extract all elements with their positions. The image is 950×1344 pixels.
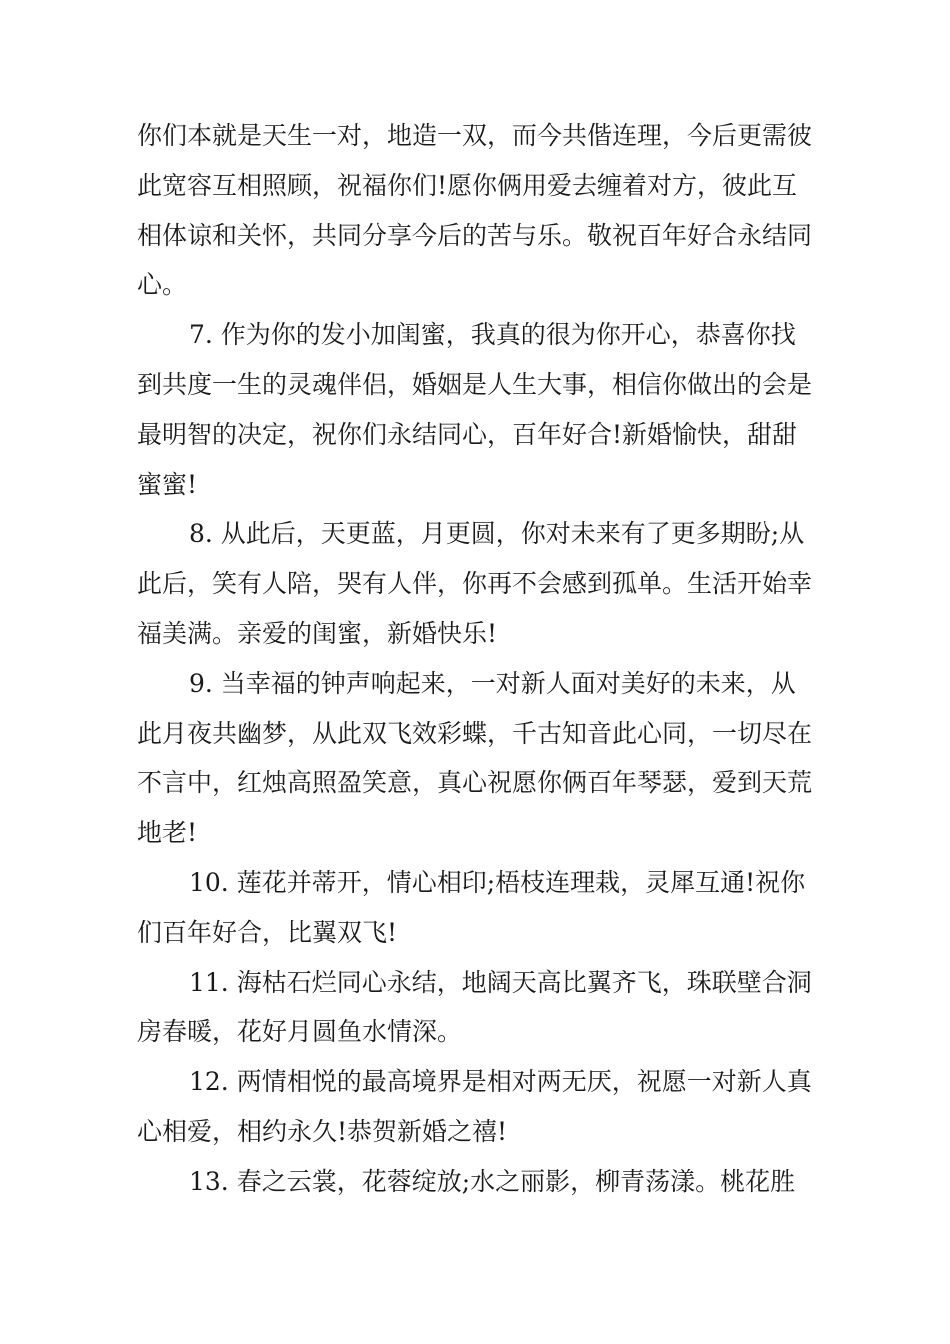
text-line: 此后，笑有人陪，哭有人伴，你再不会感到孤单。生活开始幸: [137, 569, 813, 599]
text-line: 心相爱，相约永久!恭贺新婚之禧!: [137, 1116, 508, 1146]
text-line: 你们本就是天生一对，地造一双，而今共偕连理，今后更需彼: [137, 121, 813, 150]
item-9-first-line: 9. 当幸福的钟声响起来，一对新人面对美好的未来，从: [189, 668, 796, 698]
text-line: 此月夜共幽梦，从此双飞效彩蝶，千古知音此心同，一切尽在: [137, 718, 813, 748]
text-line: 福美满。亲爱的闺蜜，新婚快乐!: [137, 618, 498, 648]
text-line: 到共度一生的灵魂伴侣，婚姻是人生大事，相信你做出的会是: [137, 369, 813, 399]
item-11-first-line: 11. 海枯石烂同心永结，地阔天高比翼齐飞，珠联壁合洞: [189, 967, 812, 997]
item-8-first-line: 8. 从此后，天更蓝，月更圆，你对未来有了更多期盼;从: [189, 519, 805, 549]
text-line: 们百年好合，比翼双飞!: [137, 917, 398, 947]
text-line: 房春暖，花好月圆鱼水情深。: [137, 1017, 463, 1047]
item-12-first-line: 12. 两情相悦的最高境界是相对两无厌，祝愿一对新人真: [189, 1067, 812, 1097]
text-line: 最明智的决定，祝你们永结同心，百年好合!新婚愉快，甜甜: [137, 419, 798, 449]
text-line: 蜜蜜!: [137, 469, 198, 499]
document-body: [137, 111, 827, 1207]
text-line: 此宽容互相照顾，祝福你们!愿你俩用爱去缠着对方，彼此互: [137, 170, 798, 200]
item-7-first-line: 7. 作为你的发小加闺蜜，我真的很为你开心，恭喜你找: [189, 320, 796, 350]
text-line: 相体谅和关怀，共同分享今后的苦与乐。敬祝百年好合永结同: [137, 220, 813, 250]
text-line: 地老!: [137, 818, 198, 848]
text-line: 不言中，红烛高照盈笑意，真心祝愿你俩百年琴瑟，爱到天荒: [137, 768, 813, 798]
item-10-first-line: 10. 莲花并蒂开，情心相印;梧枝连理栽，灵犀互通!祝你: [189, 867, 806, 897]
text-line: 心。: [137, 270, 188, 300]
item-13-first-line: 13. 春之云裳，花蓉绽放;水之丽影，柳青荡漾。桃花胜: [189, 1166, 796, 1196]
